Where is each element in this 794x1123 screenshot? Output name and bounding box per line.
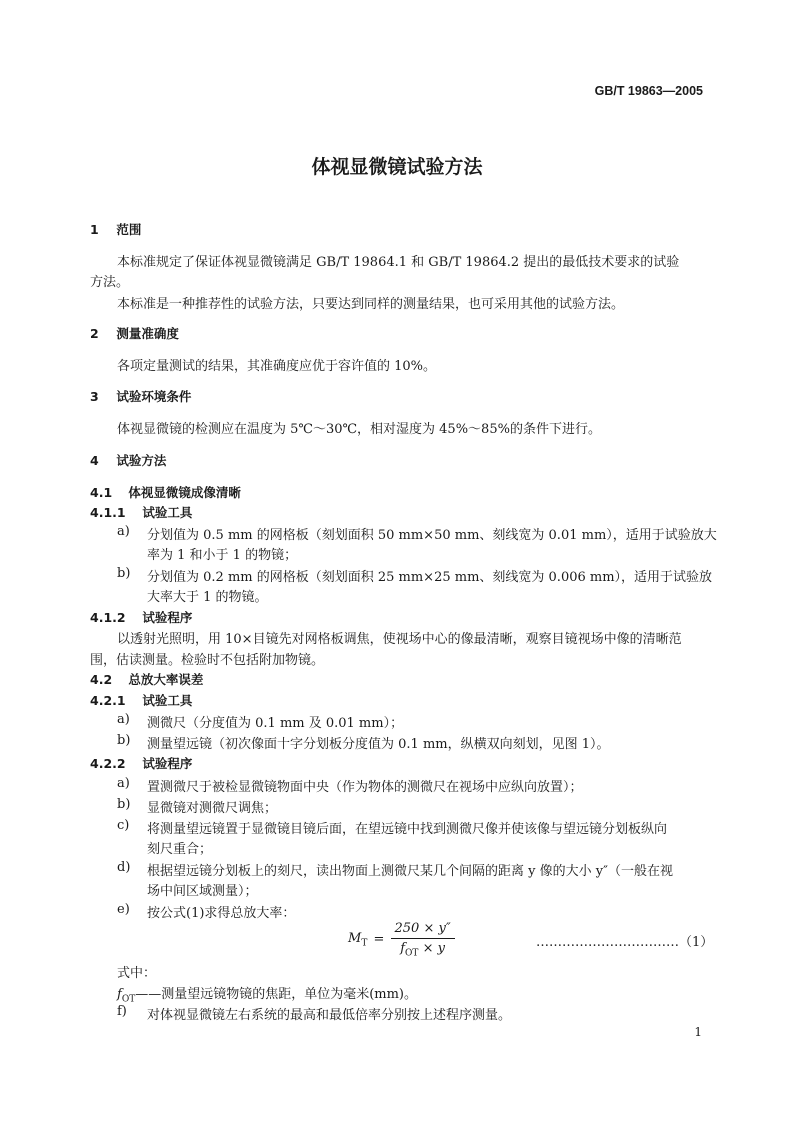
list-item [117,860,673,879]
list-text: 将测量望远镜置于显微镜目镜后面，在望远镜中找到测微尺像并使该像与望远镜分划板纵向 [147,822,668,837]
where-label: 式中： [117,966,157,981]
subsection-4-2-2-heading [90,754,192,772]
section-number: 4.2.1 [90,693,126,708]
section-number: 4.1 [90,485,113,500]
list-item [117,776,583,795]
list-text: 根据望远镜分划板上的刻尺，读出物面上测微尺某几个间隔的距离 y 像的大小 y″（一般在视 [147,864,673,879]
section-4-heading [90,451,166,469]
section-2-heading [90,324,179,342]
section-number: 4.1.2 [90,610,126,625]
list-item [117,818,667,837]
list-text: 显微镜对测微尺调焦； [147,801,278,816]
list-label: f) [117,1004,127,1019]
subsection-4-2-heading [90,670,203,688]
list-label: b) [117,733,131,748]
section-title: 试验环境条件 [116,389,192,404]
list-label: a) [117,524,130,539]
section-title: 试验方法 [116,453,167,468]
list-text-continued: 刻尺重合； [147,842,213,857]
formula-denominator: $f_{OT} \times y$ [400,941,445,959]
list-item [117,566,712,585]
list-text-continued: 大率大于 1 的物镜。 [147,590,268,605]
list-text: 对体视显微镜左右系统的最高和最低倍率分别按上述程序测量。 [147,1008,512,1023]
list-text-continued: 率为 1 和小于 1 的物镜； [147,548,298,563]
list-text-continued: 场中间区域测量）； [147,884,258,899]
list-item [117,1004,511,1023]
subsection-4-1-2-heading [90,608,192,626]
paragraph-continued: 方法。 [90,275,130,290]
section-number: 4.2 [90,672,113,687]
section-title: 试验工具 [142,505,193,520]
symbol-definition: $f_{OT}——$测量望远镜物镜的焦距，单位为毫米(mm)。 [117,987,418,1005]
list-label: a) [117,776,130,791]
list-item [117,524,717,543]
section-title: 体视显微镜成像清晰 [128,485,241,500]
section-number: 4 [90,453,99,468]
section-number: 2 [90,326,99,341]
list-label: d) [117,860,131,875]
standard-code: GB/T 19863—2005 [594,84,703,98]
list-label: b) [117,566,131,581]
subsection-4-1-heading [90,483,241,501]
section-title: 范围 [116,222,142,237]
subsection-4-2-1-heading [90,691,192,709]
list-text: 测微尺（分度值为 0.1 mm 及 0.01 mm）； [147,716,404,731]
paragraph: 本标准规定了保证体视显微镜满足 GB/T 19864.1 和 GB/T 19864.2 提出的最低技术要求的试验 [117,255,680,270]
page-number: 1 [694,1025,702,1039]
list-item [117,733,610,752]
formula-fraction [391,921,455,959]
list-label: b) [117,797,131,812]
section-title: 试验程序 [142,610,193,625]
paragraph: 以透射光照明，用 10×目镜先对网格板调焦，使视场中心的像最清晰，观察目镜视场中像的清晰范 [117,632,682,647]
list-text: 分划值为 0.2 mm 的网格板（刻划面积 25 mm×25 mm、刻线宽为 0.006 mm），适用于试验放 [147,570,713,585]
list-item [117,712,403,731]
section-number: 3 [90,389,99,404]
formula [348,921,455,959]
subsection-4-1-1-heading [90,503,192,521]
formula-lhs: $M_T$ [348,931,368,949]
section-number: 1 [90,222,99,237]
list-text: 分划值为 0.5 mm 的网格板（刻划面积 50 mm×50 mm、刻线宽为 0.01 mm），适用于试验放大 [147,528,717,543]
formula-numerator: 250 × y″ [391,921,455,939]
section-number: 4.1.1 [90,505,126,520]
list-label: c) [117,818,130,833]
section-title: 试验程序 [142,756,193,771]
paragraph-continued: 围，估读测量。检验时不包括附加物镜。 [90,653,325,668]
formula-number: ……………………………（1） [536,935,714,950]
list-text: 测量望远镜（初次像面十字分划板分度值为 0.1 mm，纵横双向刻划，见图 1）。 [147,737,610,752]
paragraph: 本标准是一种推荐性的试验方法，只要达到同样的测量结果，也可采用其他的试验方法。 [117,297,625,312]
section-title: 测量准确度 [116,326,179,341]
list-label: a) [117,712,130,727]
list-text: 置测微尺于被检显微镜物面中央（作为物体的测微尺在视场中应纵向放置）； [147,780,583,795]
list-text: 按公式(1)求得总放大率： [147,906,296,921]
section-number: 4.2.2 [90,756,126,771]
list-label: e) [117,902,130,917]
section-1-heading [90,220,141,238]
section-title: 试验工具 [142,693,193,708]
paragraph: 体视显微镜的检测应在温度为 5℃～30℃，相对湿度为 45%～85%的条件下进行。 [117,422,601,437]
list-item [117,902,295,921]
document-title: 体视显微镜试验方法 [311,156,483,178]
formula-equals: = [373,932,385,948]
paragraph: 各项定量测试的结果，其准确度应优于容许值的 10%。 [117,359,437,374]
section-title: 总放大率误差 [128,672,204,687]
section-3-heading [90,387,191,405]
list-item [117,797,277,816]
